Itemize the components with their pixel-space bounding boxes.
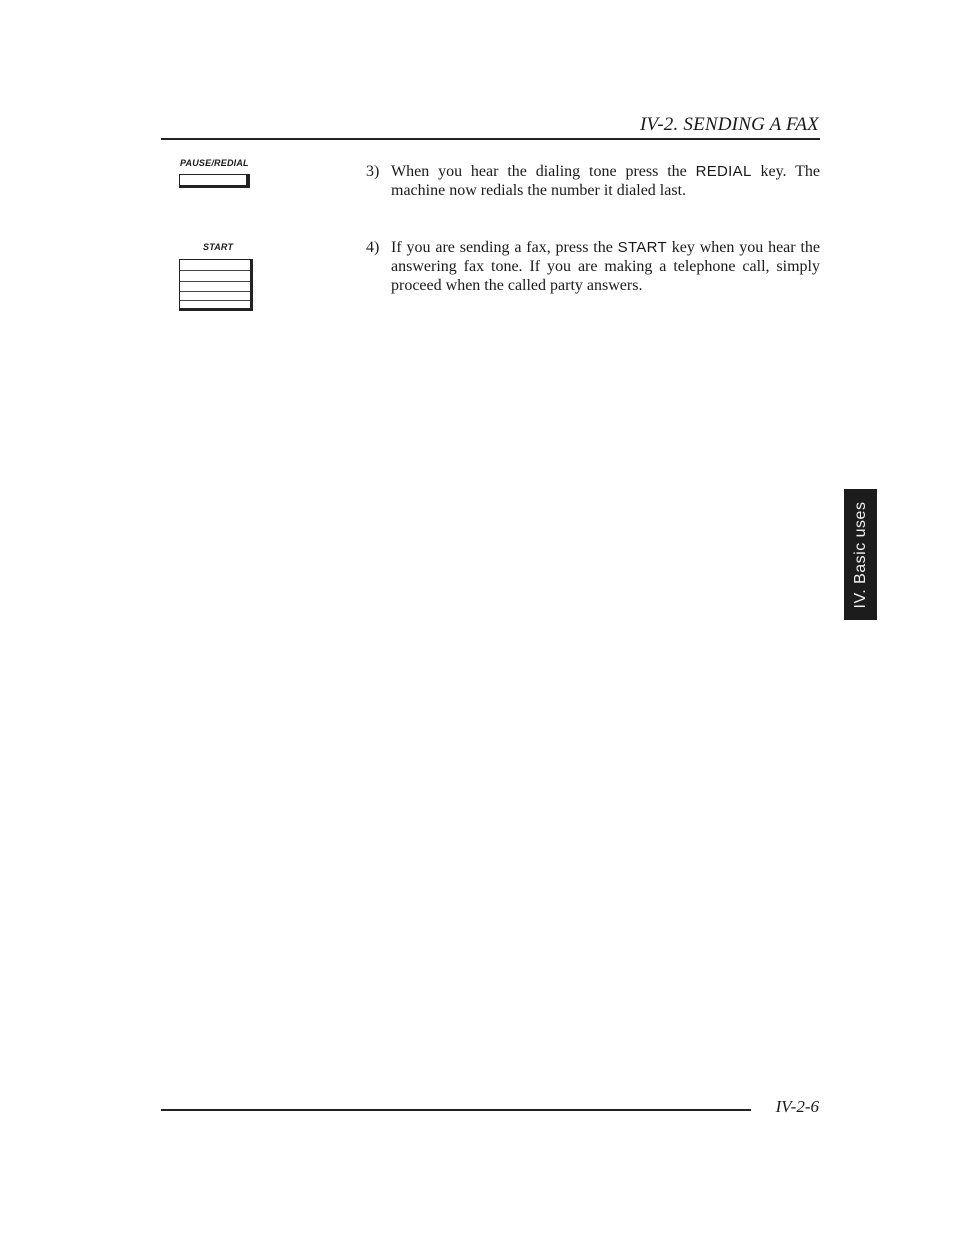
header-rule [161,138,820,140]
key-name-redial: REDIAL [695,163,752,180]
step-text-part: If you are sending a fax, press the [391,239,618,256]
start-key-label: START [203,242,234,252]
pause-redial-key-illustration [179,174,250,188]
start-key-illustration [179,259,253,311]
step-text [391,238,820,295]
chapter-side-tab [844,489,877,620]
step-3 [366,162,820,200]
pause-redial-key-label: PAUSE/REDIAL [180,158,249,168]
footer-rule [161,1109,751,1111]
step-number: 4) [366,239,380,256]
step-number: 3) [366,163,380,180]
step-text-part: key when you hear the answering fax tone. If you are making a telephone call, simply proceed when the called party answers. [391,239,820,294]
key-name-start: START [617,239,667,256]
page-number: IV-2-6 [775,1097,819,1116]
chapter-side-tab-label: IV. Basic uses [851,501,869,608]
step-text [391,162,820,200]
step-text-part: key. The machine now redials the number it dialed last. [391,163,820,199]
step-4 [366,238,820,295]
section-title: IV-2. SENDING A FAX [639,114,819,135]
step-text-part: When you hear the dialing tone press the [391,163,696,180]
